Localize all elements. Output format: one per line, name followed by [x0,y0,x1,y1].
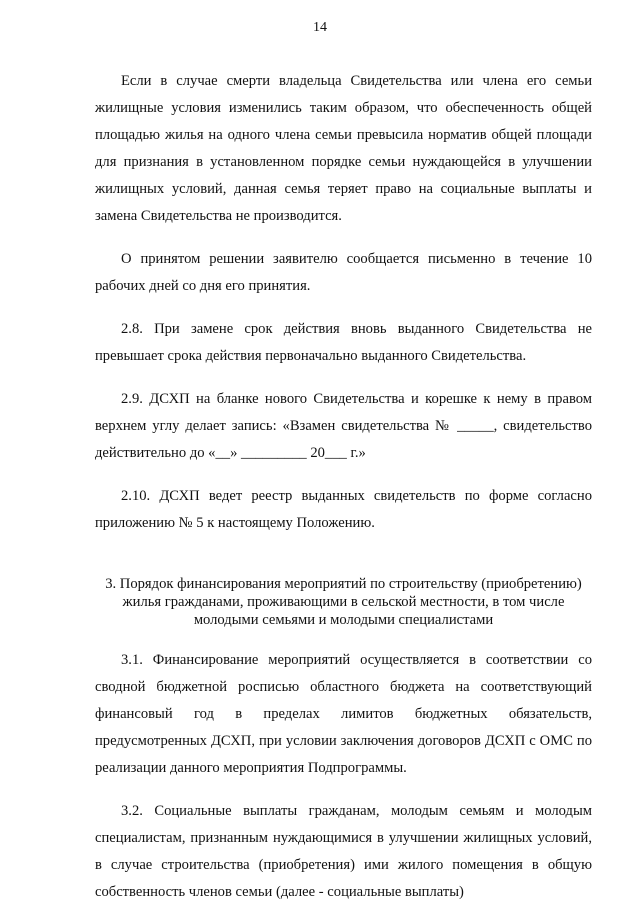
paragraph-2-8: 2.8. При замене срок действия вновь выданного Свидетельства не превышает срока действия первоначально выданного Свидетельства. [95,321,592,364]
document-body [95,68,592,906]
paragraph-2-10: 2.10. ДСХП ведет реестр выданных свидетельств по форме согласно приложению № 5 к настоящему Положению. [95,488,592,531]
paragraph-2-9: 2.9. ДСХП на бланке нового Свидетельства и корешке к нему в правом верхнем углу делает запись: «Взамен свидетельства № _____, свидетельство действительно до «__» _________ 20___ г.» [95,391,592,461]
paragraph-3-2: 3.2. Социальные выплаты гражданам, молодым семьям и молодым специалистам, признанным нуждающимися в улучшении жилищных условий, в случае строительства (приобретения) ими жилого помещения в общую собственность членов семьи (далее - социальные выплаты) [95,803,592,900]
page-number: 14 [313,20,327,35]
paragraph-certificate-loss: Если в случае смерти владельца Свидетельства или члена его семьи жилищные условия изменились таким образом, что обеспеченность общей площадью жилья на одного члена семьи превысила норматив общей площади для признания в установленном порядке семьи нуждающейся в улучшении жилищных условий, данная семья теряет право на социальные выплаты и замена Свидетельства не производится. [95,73,592,224]
paragraph-3-1: 3.1. Финансирование мероприятий осуществляется в соответствии со сводной бюджетной росписью областного бюджета на соответствующий финансовый год в пределах лимитов бюджетных обязательств, предусмотренных ДСХП, при условии заключения договоров ДСХП с ОМС по реализации данного мероприятия Подпрограммы. [95,652,592,776]
section-3-heading: 3. Порядок финансирования мероприятий по строительству (приобретению) жилья гражданами, проживающими в сельской местности, в том числе молодыми семьями и молодыми специалистами [105,576,582,628]
paragraph-decision-notice: О принятом решении заявителю сообщается письменно в течение 10 рабочих дней со дня его принятия. [95,251,592,294]
